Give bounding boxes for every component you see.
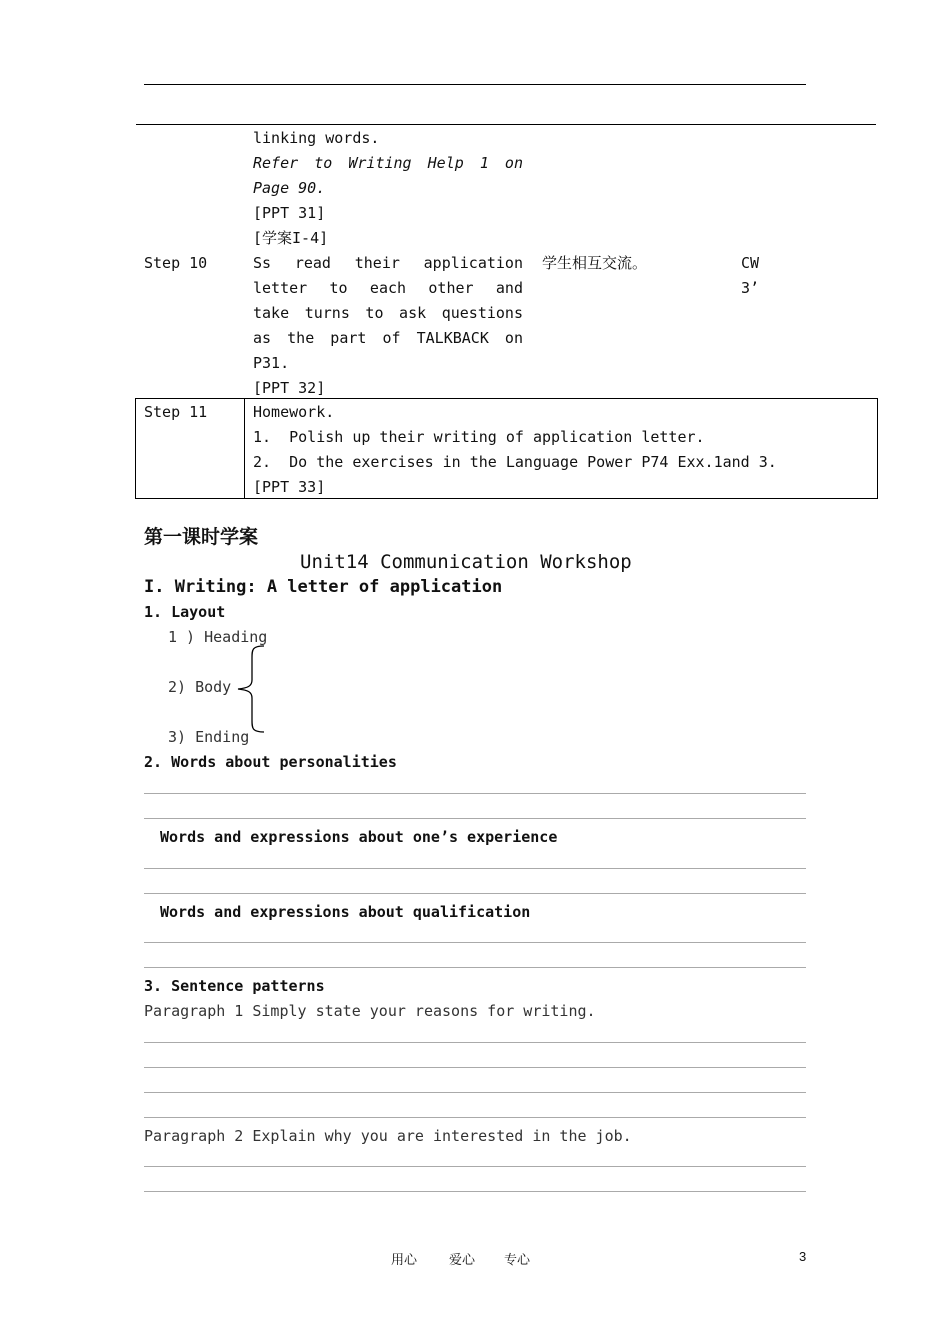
answer-line [144,967,806,968]
continued-line-3: Page 90. [253,179,326,197]
curly-brace-icon [228,644,268,734]
step10-content [253,251,523,401]
layout-item-heading: 1 ) Heading [168,628,268,646]
layout-heading: 1. Layout [144,603,226,621]
footer-motto-2: 爱心 [449,1253,476,1268]
step11-line-3: 2. Do the exercises in the Language Power P74 Exx.1and 3. [253,453,777,471]
answer-line [144,1042,806,1043]
answer-line [144,1067,806,1068]
step10-line-3: take turns to ask questions [253,304,523,322]
footer-motto-3: 专心 [504,1253,531,1268]
step10-line-6: [PPT 32] [253,379,326,397]
step10-label: Step 10 [144,254,208,272]
page-number: 3 [799,1249,807,1264]
step10-line-2: letter to each other and [253,279,523,297]
step10-mode: CW [741,254,760,272]
step10-line-1: Ss read their application [253,254,523,272]
continued-cell [253,126,523,251]
step11-line-1: Homework. [253,403,335,421]
answer-line [144,942,806,943]
answer-line [144,1117,806,1118]
words-qualification-heading: Words and expressions about qualification [160,903,531,921]
table-top-rule [136,124,876,125]
step10-line-5: P31. [253,354,290,372]
answer-line [144,818,806,819]
worksheet-cn-title: 第一课时学案 [144,526,259,548]
step10-line-4: as the part of TALKBACK on [253,329,523,347]
continued-line-5: [学案I-4] [253,229,329,247]
answer-line [144,793,806,794]
continued-line-4: [PPT 31] [253,204,326,222]
paragraph1-prompt: Paragraph 1 Simply state your reasons for writing. [144,1002,596,1020]
step11-line-4: [PPT 33] [253,478,326,496]
worksheet-title: Unit14 Communication Workshop [300,551,632,573]
words-experience-heading: Words and expressions about one’s experience [160,828,558,846]
step11-line-2: 1. Polish up their writing of application letter. [253,428,705,446]
layout-item-body: 2) Body [168,678,232,696]
step11-divider [244,398,245,499]
footer-motto-1: 用心 [391,1253,418,1268]
section1-heading: I. Writing: A letter of application [144,577,503,597]
layout-item-ending: 3) Ending [168,728,250,746]
words-personalities-heading: 2. Words about personalities [144,753,397,771]
answer-line [144,1166,806,1167]
step11-content [253,400,777,500]
continued-line-1: linking words. [253,129,380,147]
answer-line [144,1092,806,1093]
answer-line [144,893,806,894]
step11-label: Step 11 [144,403,208,421]
answer-line [144,1191,806,1192]
sentence-patterns-heading: 3. Sentence patterns [144,977,325,995]
step10-time: 3’ [741,279,760,297]
continued-line-2: Refer to Writing Help 1 on [253,154,523,172]
answer-line [144,868,806,869]
step10-student-activity: 学生相互交流。 [542,254,648,272]
paragraph2-prompt: Paragraph 2 Explain why you are interested in the job. [144,1127,632,1145]
header-rule [144,84,806,85]
